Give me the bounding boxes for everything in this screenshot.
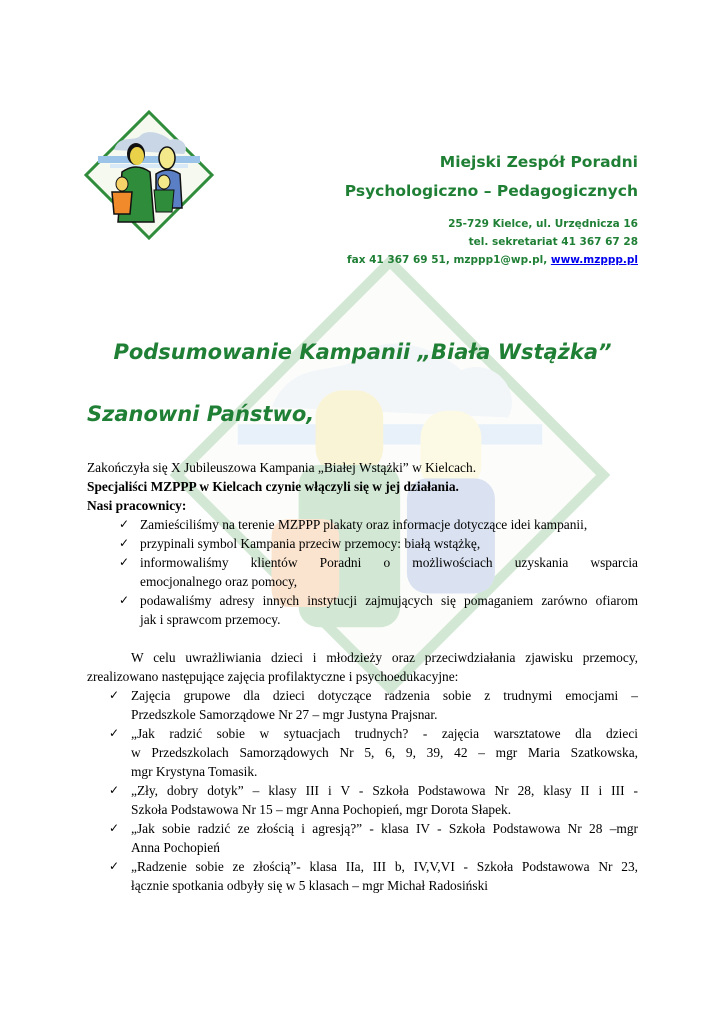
list-item-text: podawaliśmy adresy innych instytucji zajmujących się pomaganiem zarówno ofiarom bbox=[140, 593, 638, 608]
phone: tel. sekretariat 41 367 67 28 bbox=[468, 236, 638, 248]
intro-line: Zakończyła się X Jubileuszowa Kampania „Białej Wstążki” w Kielcach. bbox=[87, 460, 477, 475]
checkmark-icon: ✓ bbox=[119, 536, 130, 550]
logo bbox=[84, 110, 214, 240]
checkmark-icon: ✓ bbox=[119, 517, 130, 531]
document-body bbox=[87, 458, 638, 895]
list-item-text-cont: mgr Krystyna Tomasik. bbox=[131, 764, 258, 779]
list-item-text-cont: Przedszkole Samorządowe Nr 27 – mgr Justyna Prajsnar. bbox=[131, 707, 438, 722]
list-item-text-cont: łącznie spotkania odbyły się w 5 klasach – mgr Michał Radosiński bbox=[131, 878, 489, 893]
list-item-text-cont: Anna Pochopień bbox=[131, 840, 220, 855]
list-item-text: informowaliśmy klientów Poradni o możliwościach uzyskania wsparcia bbox=[140, 555, 638, 570]
list-item-text-cont: w Przedszkolach Samorządowych Nr 5, 6, 9, 39, 42 – mgr Maria Szatkowska, bbox=[131, 745, 638, 760]
list-item bbox=[87, 553, 638, 591]
list-item bbox=[87, 515, 638, 534]
list-item-text: „Jak sobie radzić ze złością i agresją?” - klasa IV - Szkoła Podstawowa Nr 28 –mgr bbox=[131, 821, 638, 836]
website-link[interactable]: www.mzppp.pl bbox=[550, 254, 638, 266]
list-item-text: „Radzenie sobie ze złością”- klasa IIa, III b, IV,V,VI - Szkoła Podstawowa Nr 23, bbox=[131, 859, 638, 874]
org-name-line1: Miejski Zespół Poradni bbox=[439, 153, 638, 171]
list-item bbox=[87, 857, 638, 895]
list-item-text: „Jak radzić sobie w sytuacjach trudnych? - zajęcia warsztatowe dla dzieci bbox=[131, 726, 638, 741]
checkmark-icon: ✓ bbox=[119, 593, 130, 607]
checkmark-icon: ✓ bbox=[119, 555, 130, 569]
intro-specialists: Specjaliści MZPPP w Kielcach czynie włączyli się w jej działania. bbox=[87, 479, 459, 494]
list-item-text: przypinali symbol Kampania przeciw przemocy: białą wstążkę, bbox=[140, 536, 481, 551]
greeting: Szanowni Państwo, bbox=[87, 402, 315, 426]
checkmark-icon: ✓ bbox=[109, 859, 120, 873]
list-item bbox=[87, 724, 638, 781]
intro-staff-heading: Nasi pracownicy: bbox=[87, 498, 187, 513]
checkmark-icon: ✓ bbox=[109, 783, 120, 797]
checkmark-icon: ✓ bbox=[109, 688, 120, 702]
address: 25-729 Kielce, ul. Urzędnicza 16 bbox=[448, 218, 638, 230]
paragraph-line: W celu uwrażliwiania dzieci i młodzieży oraz przeciwdziałania zjawisku przemocy, bbox=[131, 650, 638, 665]
org-name-line2: Psychologiczno – Pedagogicznych bbox=[344, 182, 638, 200]
paragraph-line: zrealizowano następujące zajęcia profilaktyczne i psychoedukacyjne: bbox=[87, 669, 459, 684]
page-title: Podsumowanie Kampanii „Biała Wstążka” bbox=[113, 340, 612, 364]
fax-email-text: fax 41 367 69 51, mzppp1@wp.pl, bbox=[347, 254, 548, 266]
list-item bbox=[87, 591, 638, 629]
list-item bbox=[87, 686, 638, 724]
checkmark-icon: ✓ bbox=[109, 821, 120, 835]
list-item-text-cont: jak i sprawcom przemocy. bbox=[140, 612, 281, 627]
list-item-text: „Zły, dobry dotyk” – klasy III i V - Szkoła Podstawowa Nr 28, klasy II i III - bbox=[131, 783, 638, 798]
list-item bbox=[87, 534, 638, 553]
checkmark-icon: ✓ bbox=[109, 726, 120, 740]
fax-email bbox=[347, 254, 638, 266]
list-item-text-cont: Szkoła Podstawowa Nr 15 – mgr Anna Pochopień, mgr Dorota Słapek. bbox=[131, 802, 512, 817]
list-item bbox=[87, 781, 638, 819]
list-item-text: Zajęcia grupowe dla dzieci dotyczące radzenia sobie z trudnymi emocjami – bbox=[131, 688, 638, 703]
list-item-text: Zamieściliśmy na terenie MZPPP plakaty oraz informacje dotyczące idei kampanii, bbox=[140, 517, 588, 532]
list-item-text-cont: emocjonalnego oraz pomocy, bbox=[140, 574, 298, 589]
list-item bbox=[87, 819, 638, 857]
